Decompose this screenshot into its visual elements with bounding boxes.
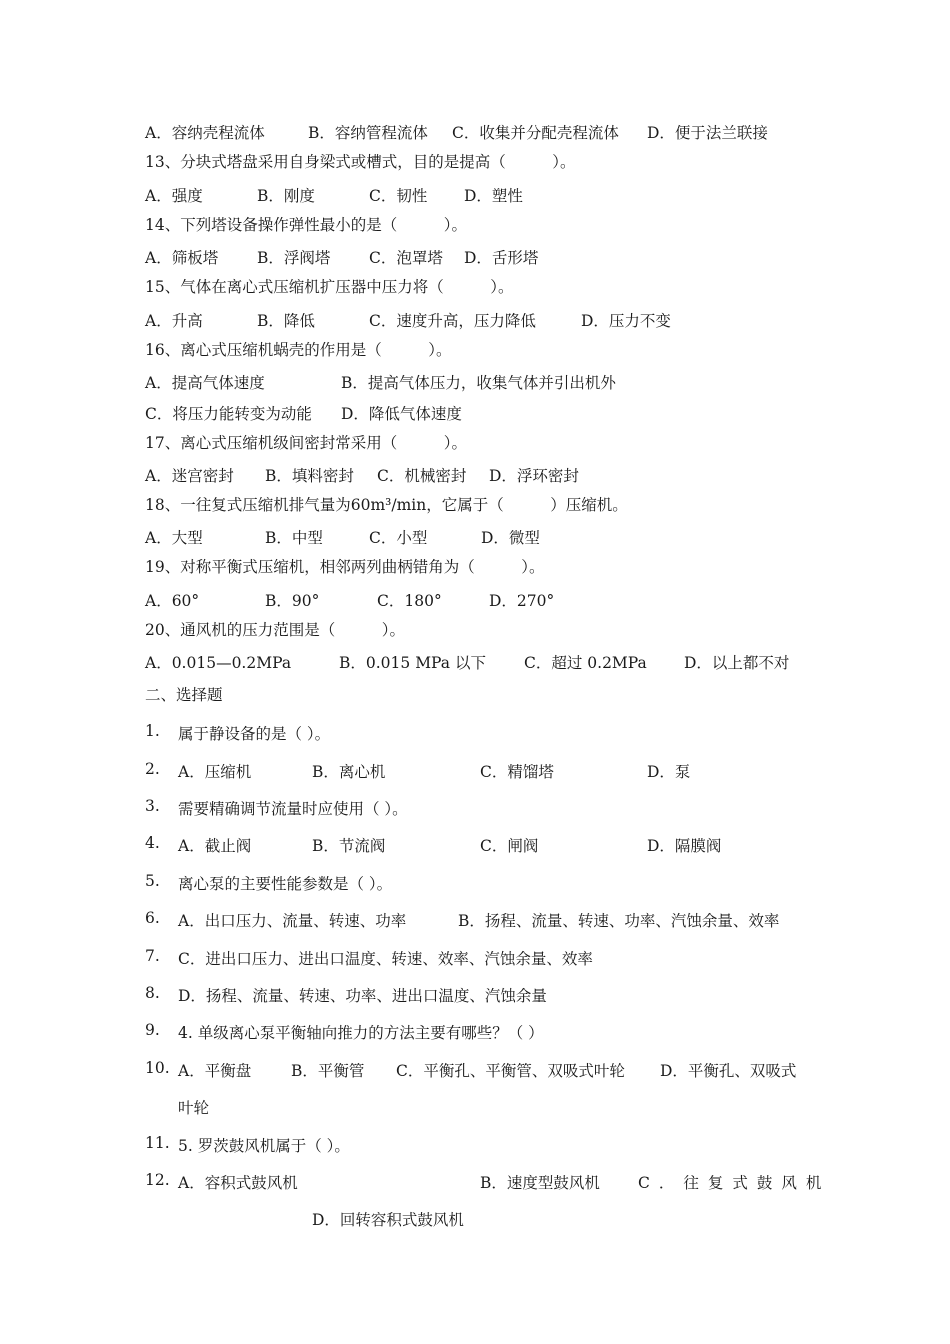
question-20: 20、通风机的压力范围是（ ）。 [145,621,405,639]
list-item-text: D．扬程、流量、转速、功率、进出口温度、汽蚀余量 [178,987,547,1005]
option-a: A．压缩机 [178,763,252,781]
option-a: A．大型 [145,529,203,547]
option-c: C．泡罩塔 [369,249,443,267]
option-b: B．中型 [265,529,323,547]
option-a: A．筛板塔 [145,249,219,267]
list-item-text: C．进出口压力、进出口温度、转速、效率、汽蚀余量、效率 [178,950,593,968]
option-c: C．精馏塔 [480,763,554,781]
list-number: 8. [145,984,160,1002]
list-item-text: 4. 单级离心泵平衡轴向推力的方法主要有哪些？（ ） [178,1024,544,1042]
option-c: C．收集并分配壳程流体 [452,124,619,142]
option-b: B．容纳管程流体 [308,124,428,142]
option-d: D．微型 [481,529,540,547]
list-item-text: 属于静设备的是（ ）。 [178,725,331,743]
section-heading: 二、选择题 [145,686,223,704]
option-d: D．浮环密封 [489,467,579,485]
list-number: 7. [145,947,160,965]
option-d: D．平衡孔、双吸式 [660,1062,797,1080]
option-b: B．速度型鼓风机 [480,1174,600,1192]
option-d: D．270° [489,592,555,610]
question-14: 14、下列塔设备操作弹性最小的是（ ）。 [145,216,467,234]
list-number: 4. [145,834,160,852]
option-c: C．超过 0.2MPa [524,654,647,672]
option-d: D．舌形塔 [464,249,539,267]
option-d: D．压力不变 [581,312,671,330]
question-15: 15、气体在离心式压缩机扩压器中压力将（ ）。 [145,278,514,296]
option-c: C．小型 [369,529,428,547]
list-number: 5. [145,872,160,890]
question-19: 19、对称平衡式压缩机，相邻两列曲柄错角为（ ）。 [145,558,545,576]
option-b: B．平衡管 [291,1062,365,1080]
option-b: B．浮阀塔 [257,249,331,267]
list-item-text: 离心泵的主要性能参数是（ ）。 [178,875,393,893]
option-b: B．90° [265,592,320,610]
option-a: A．0.015—0.2MPa [145,654,292,672]
option-a: A．迷宫密封 [145,467,234,485]
list-number: 9. [145,1021,160,1039]
option-c: C．将压力能转变为动能 [145,405,312,423]
list-number: 1. [145,722,160,740]
option-c: C．机械密封 [377,467,467,485]
option-b: B．0.015 MPa 以下 [339,654,486,672]
option-b: B．离心机 [312,763,386,781]
list-item-text: 5. 罗茨鼓风机属于（ ）。 [178,1137,350,1155]
list-number: 10. [145,1059,170,1077]
option-d: D．隔膜阀 [647,837,722,855]
option-c: C．闸阀 [480,837,539,855]
option-d: D．回转容积式鼓风机 [312,1211,464,1229]
option-a: A．容积式鼓风机 [178,1174,298,1192]
option-c: C．平衡孔、平衡管、双吸式叶轮 [396,1062,625,1080]
option-a: A．提高气体速度 [145,374,265,392]
question-18: 18、一往复式压缩机排气量为60m³/min，它属于（ ）压缩机。 [145,496,628,514]
option-b: B．提高气体压力，收集气体并引出机外 [341,374,616,392]
option-a: A．容纳壳程流体 [145,124,265,142]
list-number: 11. [145,1134,170,1152]
option-a: A．60° [145,592,200,610]
option-d: D．泵 [647,763,691,781]
option-b: B．扬程、流量、转速、功率、汽蚀余量、效率 [458,912,780,930]
list-item-text: 需要精确调节流量时应使用（ ）。 [178,800,408,818]
option-d: D．以上都不对 [684,654,790,672]
option-d-continuation: 叶轮 [178,1099,210,1117]
option-a: A．平衡盘 [178,1062,252,1080]
list-number: 3. [145,797,160,815]
option-b: B．降低 [257,312,315,330]
list-number: 6. [145,909,160,927]
option-b: B．填料密封 [265,467,354,485]
option-a: A．出口压力、流量、转速、功率 [178,912,407,930]
option-d: D．塑性 [464,187,523,205]
option-c: C．速度升高，压力降低 [369,312,536,330]
option-b: B．节流阀 [312,837,386,855]
question-13: 13、分块式塔盘采用自身梁式或槽式，目的是提高（ ）。 [145,153,576,171]
question-17: 17、离心式压缩机级间密封常采用（ ）。 [145,434,467,452]
option-a: A．升高 [145,312,203,330]
option-c: C．往复式鼓风机 [638,1174,831,1192]
option-d: D．降低气体速度 [341,405,462,423]
question-16: 16、离心式压缩机蜗壳的作用是（ ）。 [145,341,452,359]
option-d: D．便于法兰联接 [647,124,768,142]
option-a: A．强度 [145,187,203,205]
list-number: 12. [145,1171,170,1189]
option-c: C．韧性 [369,187,428,205]
option-a: A．截止阀 [178,837,252,855]
option-c: C．180° [377,592,442,610]
option-b: B．刚度 [257,187,315,205]
list-number: 2. [145,760,160,778]
